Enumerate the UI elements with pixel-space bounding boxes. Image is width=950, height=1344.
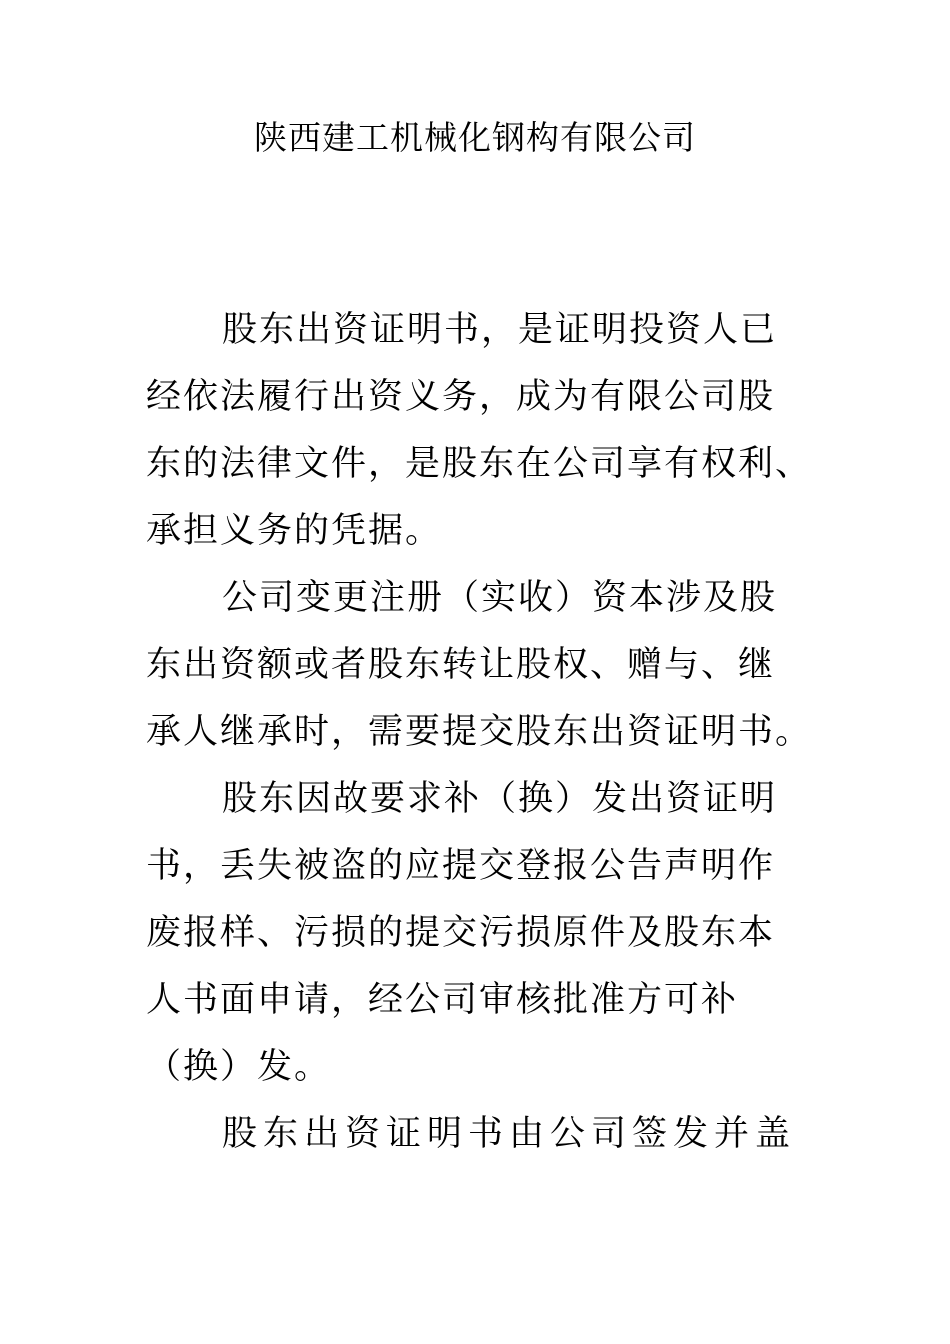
- paragraph-3-line-1: 股东因故要求补（换）发出资证明: [222, 779, 778, 819]
- paragraph-2-line-2: 东出资额或者股东转让股权、赠与、继: [146, 645, 776, 685]
- paragraph-2-line-3: 承人继承时，需要提交股东出资证明书。: [146, 712, 813, 752]
- paragraph-3-line-2: 书，丢失被盗的应提交登报公告声明作: [146, 846, 776, 886]
- paragraph-1-line-3: 东的法律文件，是股东在公司享有权利、: [146, 444, 813, 484]
- paragraph-4-line-1: 股东出资证明书由公司签发并盖: [222, 1114, 797, 1154]
- paragraph-3-line-4: 人书面申请，经公司审核批准方可补: [146, 980, 739, 1020]
- company-name-heading: 陕西建工机械化钢构有限公司: [254, 118, 696, 157]
- paragraph-2-line-1: 公司变更注册（实收）资本涉及股: [222, 578, 778, 618]
- paragraph-1-line-4: 承担义务的凭据。: [146, 511, 443, 551]
- paragraph-3-line-5: （换）发。: [146, 1047, 332, 1087]
- paragraph-3-line-3: 废报样、污损的提交污损原件及股东本: [146, 913, 776, 953]
- paragraph-1-line-2: 经依法履行出资义务，成为有限公司股: [146, 377, 776, 417]
- paragraph-1-line-1: 股东出资证明书，是证明投资人已: [222, 310, 778, 350]
